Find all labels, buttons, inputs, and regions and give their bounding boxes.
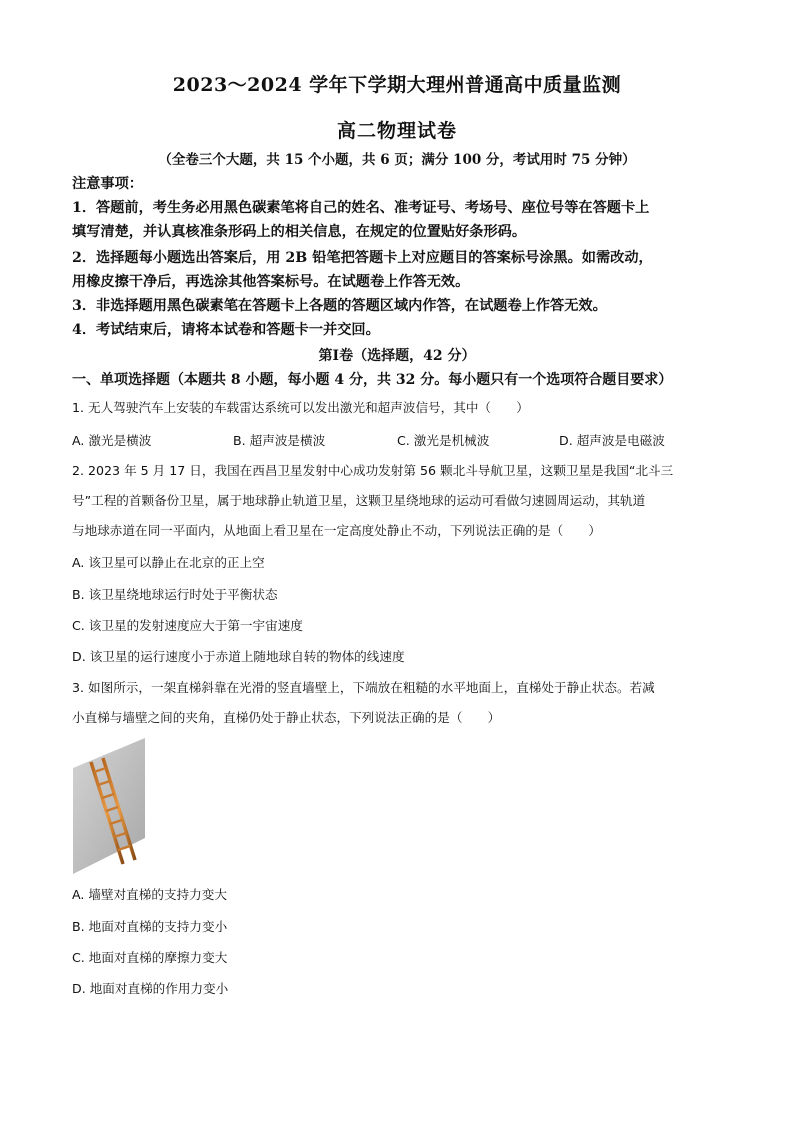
question-3-stem-line: 3. 如图所示，一架直梯斜靠在光滑的竖直墙壁上，下端放在粗糙的水平地面上，直梯处于静止状态。若减 [72,680,655,695]
option-c: C. 地面对直梯的摩擦力变大 [72,950,228,965]
notes-heading: 注意事项： [72,176,143,192]
note-line: 4．考试结束后，请将本试卷和答题卡一并交回。 [72,322,380,338]
option-b: B. 该卫星绕地球运行时处于平衡状态 [72,587,278,602]
ladder-illustration [73,738,165,874]
question-2-stem-line: 与地球赤道在同一平面内，从地面上看卫星在一定高度处静止不动，下列说法正确的是（ ） [72,523,601,538]
option-c: C. 激光是机械波 [397,433,490,448]
option-d: D. 地面对直梯的作用力变小 [72,981,229,996]
exam-info: （全卷三个大题，共 15 个小题，共 6 页；满分 100 分，考试用时 75 分钟） [158,152,636,168]
option-d: D. 超声波是电磁波 [559,433,665,448]
question-2-stem-line: 2. 2023 年 5 月 17 日，我国在西昌卫星发射中心成功发射第 56 颗北斗导航卫星，这颗卫星是我国“北斗三 [72,463,674,478]
question-2-stem-line: 号”工程的首颗备份卫星，属于地球静止轨道卫星，这颗卫星绕地球的运动可看做匀速圆周运动，其轨道 [72,493,646,508]
note-line: 1．答题前，考生务必用黑色碳素笔将自己的姓名、准考证号、考场号、座位号等在答题卡上 [72,200,650,216]
option-c: C. 该卫星的发射速度应大于第一宇宙速度 [72,618,303,633]
option-a: A. 墙壁对直梯的支持力变大 [72,887,227,902]
option-a: A. 该卫星可以静止在北京的正上空 [72,555,265,570]
part-heading: 第Ⅰ卷（选择题，42 分） [318,348,476,364]
note-line: 用橡皮擦干净后，再选涂其他答案标号。在试题卷上作答无效。 [72,274,470,290]
option-a: A. 激光是横波 [72,433,152,448]
ladder-against-wall-figure [73,738,165,874]
option-b: B. 地面对直梯的支持力变小 [72,919,228,934]
question-1-stem: 1. 无人驾驶汽车上安装的车载雷达系统可以发出激光和超声波信号，其中（ ） [72,400,529,415]
exam-title: 2023～2024 学年下学期大理州普通高中质量监测 [172,74,622,96]
question-3-stem-line: 小直梯与墙壁之间的夹角，直梯仍处于静止状态，下列说法正确的是（ ） [72,710,501,725]
option-b: B. 超声波是横波 [233,433,326,448]
section-heading: 一、单项选择题（本题共 8 小题，每小题 4 分，共 32 分。每小题只有一个选项符合题目要求） [72,372,673,388]
question-1-options [72,430,726,450]
option-d: D. 该卫星的运行速度小于赤道上随地球自转的物体的线速度 [72,649,405,664]
exam-subject: 高二物理试卷 [336,120,457,142]
note-line: 3．非选择题用黑色碳素笔在答题卡上各题的答题区域内作答，在试题卷上作答无效。 [72,298,607,314]
note-line: 填写清楚，并认真核准条形码上的相关信息，在规定的位置贴好条形码。 [72,224,527,240]
note-line: 2．选择题每小题选出答案后，用 2B 铅笔把答题卡上对应题目的答案标号涂黑。如需改动， [72,250,653,266]
